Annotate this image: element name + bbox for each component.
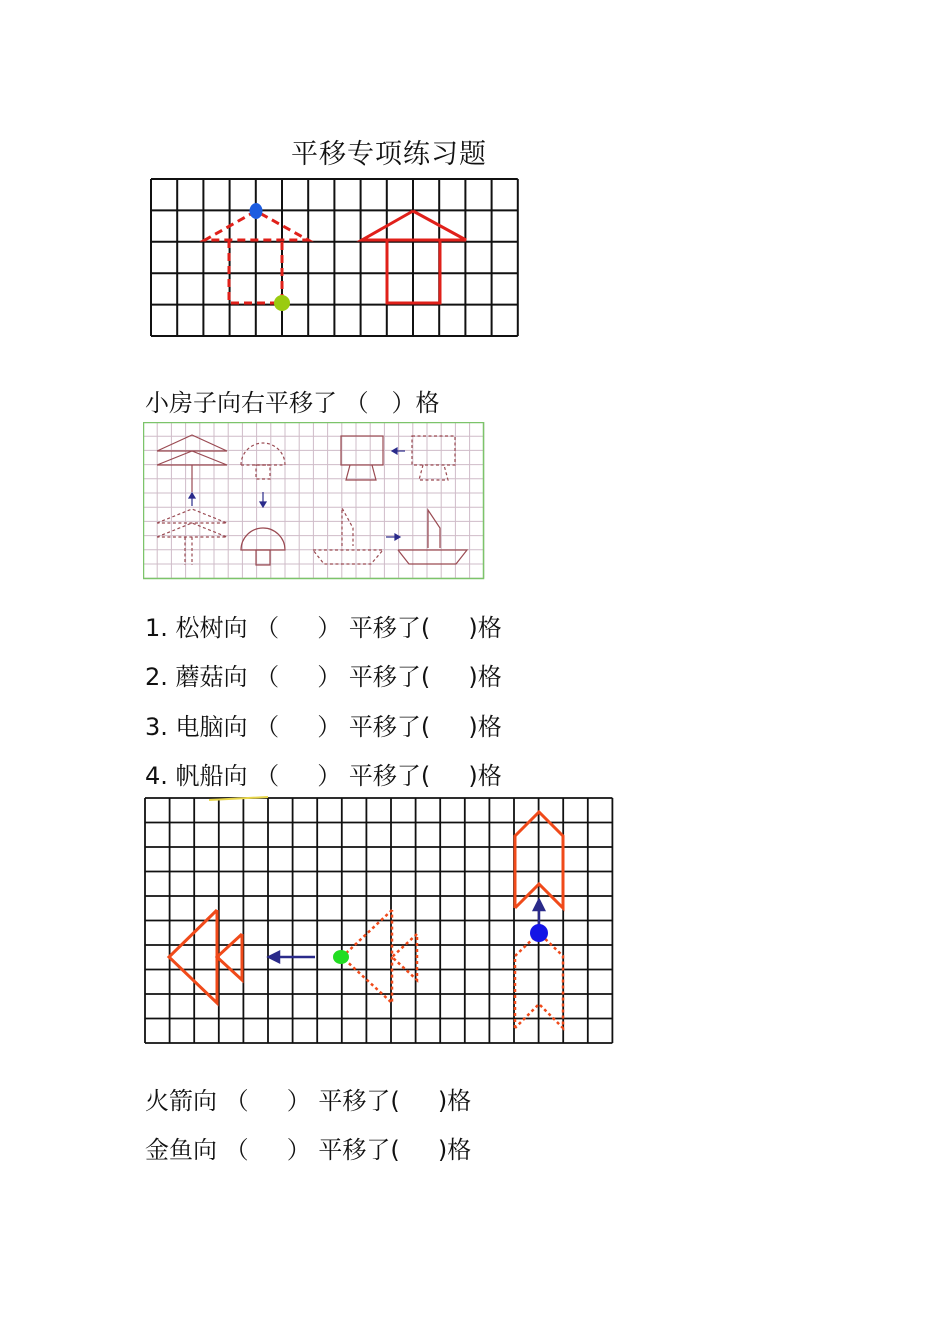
fish-rocket-figure xyxy=(143,796,617,1054)
question-fish: 金鱼向 （ ） 平移了( )格 xyxy=(145,1136,472,1164)
pine-dashed xyxy=(157,509,227,565)
question-4: 4. 帆船向 （ ） 平移了( )格 xyxy=(145,762,502,790)
green-dot xyxy=(333,950,349,964)
green-dot xyxy=(274,295,290,311)
house-figure xyxy=(148,176,524,340)
fish-dashed xyxy=(342,910,417,1003)
question-3: 3. 电脑向 （ ） 平移了( )格 xyxy=(145,713,502,741)
mushroom-dashed xyxy=(241,443,285,479)
mushroom-solid xyxy=(241,528,285,565)
question-rocket: 火箭向 （ ） 平移了( )格 xyxy=(145,1087,472,1115)
question-1: 1. 松树向 （ ） 平移了( )格 xyxy=(145,614,502,642)
question-house: 小房子向右平移了 （ ）格 xyxy=(145,389,440,417)
question-2: 2. 蘑菇向 （ ） 平移了( )格 xyxy=(145,663,502,691)
shapes-figure xyxy=(143,422,485,580)
sailboat-solid xyxy=(398,510,467,564)
house-grid xyxy=(151,179,518,336)
blue-dot xyxy=(250,203,263,219)
computer-dashed xyxy=(412,436,455,480)
pine-solid xyxy=(157,435,227,492)
computer-solid xyxy=(341,436,383,480)
fish-solid xyxy=(169,910,242,1003)
page-title: 平移专项练习题 xyxy=(291,139,487,170)
blue-dot xyxy=(530,924,548,942)
